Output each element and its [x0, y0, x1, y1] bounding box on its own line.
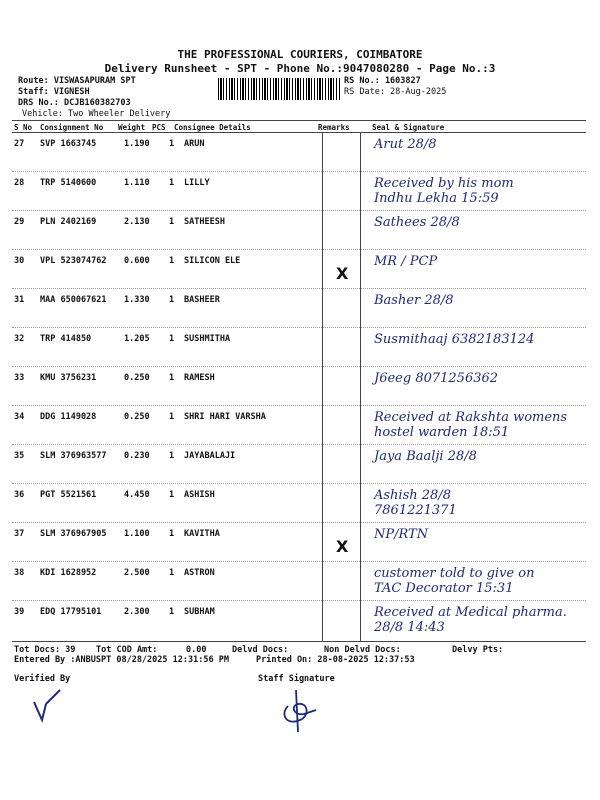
col-consignment: Consignment No	[40, 123, 104, 132]
row-consignee: BASHEER	[184, 295, 220, 305]
row-sno: 34	[14, 412, 25, 422]
table-row	[12, 367, 586, 406]
verified-signature-icon	[30, 684, 70, 724]
row-pcs: 1	[169, 334, 175, 344]
col-remarks: Remarks	[318, 123, 350, 132]
row-pcs: 1	[169, 529, 175, 539]
row-pcs: 1	[169, 178, 175, 188]
table-row	[12, 406, 586, 445]
verified-by-label: Verified By	[14, 674, 71, 684]
row-signature: Received at Medical pharma. 28/8 14:43	[374, 605, 567, 635]
route-label: Route: VISWASAPURAM SPT	[18, 76, 136, 86]
table-row	[12, 445, 586, 484]
table-row	[12, 328, 586, 367]
table-row	[12, 289, 586, 328]
total-cod-label: Tot COD Amt:	[96, 645, 158, 655]
row-consignment-no: SVP 1663745	[40, 139, 97, 149]
row-weight: 0.250	[124, 373, 150, 383]
row-signature: J6eeg 8071256362	[374, 371, 499, 386]
delivery-points: Delvy Pts:	[452, 645, 504, 655]
row-consignment-no: EDQ 17795101	[40, 607, 102, 617]
row-signature: Basher 28/8	[374, 293, 454, 308]
entered-by: Entered By :ANBUSPT 08/28/2025 12:31:56 PM	[14, 655, 229, 665]
row-consignee: SHRI HARI VARSHA	[184, 412, 266, 422]
row-consignee: SATHEESH	[184, 217, 225, 227]
row-consignment-no: TRP 414850	[40, 334, 92, 344]
row-pcs: 1	[169, 217, 175, 227]
row-pcs: 1	[169, 139, 175, 149]
row-consignment-no: VPL 523074762	[40, 256, 107, 266]
table-row	[12, 211, 586, 250]
row-weight: 0.250	[124, 412, 150, 422]
table-row	[12, 484, 586, 523]
row-sno: 27	[14, 139, 25, 149]
row-weight: 2.300	[124, 607, 150, 617]
row-consignee: SUSHMITHA	[184, 334, 231, 344]
col-weight: Weight	[118, 123, 146, 132]
row-weight: 0.230	[124, 451, 150, 461]
row-pcs: 1	[169, 490, 175, 500]
row-pcs: 1	[169, 412, 175, 422]
not-delivered-mark: X	[336, 264, 349, 283]
non-delivered-docs: Non Delvd Docs:	[324, 645, 401, 655]
row-consignment-no: SLM 376967905	[40, 529, 107, 539]
col-pcs: PCS	[152, 123, 166, 132]
total-docs: Tot Docs: 39	[14, 645, 76, 655]
row-consignment-no: TRP 5140600	[40, 178, 97, 188]
row-signature: Received at Rakshta womens hostel warden 18:51	[374, 410, 568, 440]
row-weight: 2.500	[124, 568, 150, 578]
delivered-docs: Delvd Docs:	[232, 645, 289, 655]
row-sno: 35	[14, 451, 25, 461]
row-consignment-no: SLM 376963577	[40, 451, 107, 461]
row-signature: customer told to give on TAC Decorator 15:31	[374, 566, 535, 596]
row-consignee: ASTRON	[184, 568, 215, 578]
not-delivered-mark: X	[336, 537, 349, 556]
row-consignee: JAYABALAJI	[184, 451, 236, 461]
row-pcs: 1	[169, 568, 175, 578]
rs-date: RS Date: 28-Aug-2025	[344, 87, 447, 97]
row-sno: 31	[14, 295, 25, 305]
barcode-icon	[218, 78, 340, 100]
row-sno: 30	[14, 256, 25, 266]
row-consignee: ASHISH	[184, 490, 215, 500]
row-signature: MR / PCP	[374, 254, 438, 269]
row-weight: 1.190	[124, 139, 150, 149]
printed-on: Printed On: 28-08-2025 12:37:53	[256, 655, 415, 665]
col-seal: Seal & Signature	[372, 123, 445, 132]
col-sno: S No	[14, 123, 33, 132]
row-consignment-no: PLN 2402169	[40, 217, 97, 227]
row-consignee: RAMESH	[184, 373, 215, 383]
vehicle-label: Vehicle: Two Wheeler Delivery	[22, 109, 171, 119]
staff-label: Staff: VIGNESH	[18, 87, 90, 97]
table-row	[12, 133, 586, 172]
row-sno: 33	[14, 373, 25, 383]
company-title: THE PROFESSIONAL COURIERS, COIMBATORE	[177, 48, 423, 61]
row-pcs: 1	[169, 295, 175, 305]
row-weight: 2.130	[124, 217, 150, 227]
row-consignment-no: DDG 1149028	[40, 412, 97, 422]
row-weight: 4.450	[124, 490, 150, 500]
row-sno: 28	[14, 178, 25, 188]
table-row	[12, 601, 586, 640]
total-cod-value: 0.00	[186, 645, 207, 655]
row-signature: Ashish 28/8 7861221371	[374, 488, 457, 518]
row-consignee: SUBHAM	[184, 607, 215, 617]
row-signature: Arut 28/8	[374, 137, 437, 152]
row-consignment-no: KDI 1628952	[40, 568, 97, 578]
row-signature: Received by his mom Indhu Lekha 15:59	[374, 176, 514, 206]
row-weight: 1.205	[124, 334, 150, 344]
row-sno: 39	[14, 607, 25, 617]
row-sno: 32	[14, 334, 25, 344]
row-pcs: 1	[169, 373, 175, 383]
row-weight: 1.330	[124, 295, 150, 305]
rs-number: RS No.: 1603827	[344, 76, 421, 86]
row-sno: 36	[14, 490, 25, 500]
row-pcs: 1	[169, 256, 175, 266]
staff-signature-icon	[276, 686, 326, 734]
row-consignment-no: MAA 650067621	[40, 295, 107, 305]
row-consignment-no: KMU 3756231	[40, 373, 97, 383]
row-weight: 1.110	[124, 178, 150, 188]
table-row	[12, 172, 586, 211]
row-consignment-no: PGT 5521561	[40, 490, 97, 500]
row-consignee: ARUN	[184, 139, 205, 149]
row-weight: 1.100	[124, 529, 150, 539]
row-pcs: 1	[169, 607, 175, 617]
row-signature: Jaya Baalji 28/8	[374, 449, 477, 464]
row-sno: 37	[14, 529, 25, 539]
row-sno: 38	[14, 568, 25, 578]
row-signature: Sathees 28/8	[374, 215, 460, 230]
table-top-border	[12, 120, 586, 121]
row-signature: Susmithaaj 6382183124	[374, 332, 535, 347]
table-row	[12, 523, 586, 562]
row-consignee: LILLY	[184, 178, 210, 188]
table-row	[12, 250, 586, 289]
table-bottom-border	[12, 641, 586, 642]
row-consignee: SILICON ELE	[184, 256, 241, 266]
row-consignee: KAVITHA	[184, 529, 220, 539]
table-row	[12, 562, 586, 601]
drs-number: DRS No.: DCJB160382703	[18, 98, 131, 108]
row-sno: 29	[14, 217, 25, 227]
runsheet-subtitle: Delivery Runsheet - SPT - Phone No.:9047080280 - Page No.:3	[104, 62, 496, 75]
col-consignee: Consignee Details	[174, 123, 251, 132]
row-signature: NP/RTN	[374, 527, 429, 542]
staff-signature-label: Staff Signature	[258, 674, 335, 684]
row-pcs: 1	[169, 451, 175, 461]
row-weight: 0.600	[124, 256, 150, 266]
